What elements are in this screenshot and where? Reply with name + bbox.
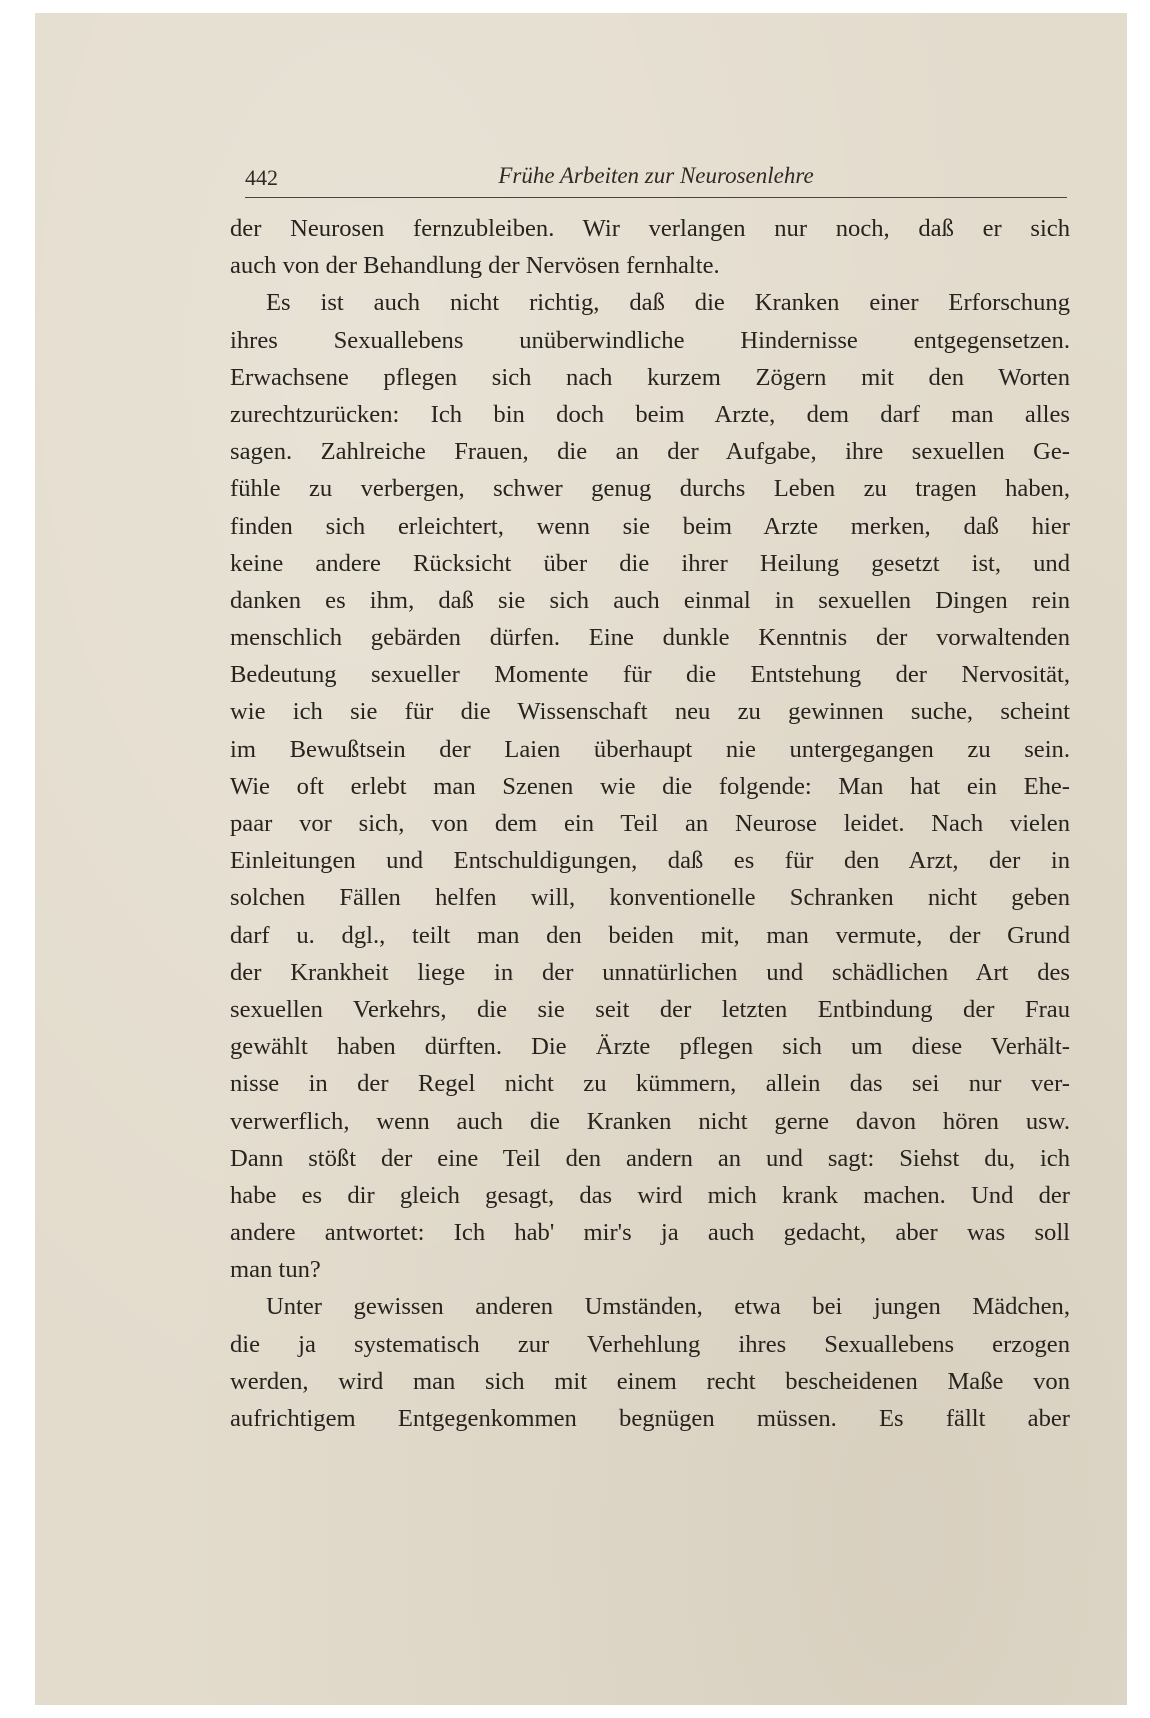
text-line: Einleitungen und Entschuldigungen, daß es für den Arzt, der in: [230, 847, 1070, 875]
running-title: Frühe Arbeiten zur Neurosenlehre: [498, 163, 814, 188]
text-line: ihres Sexuallebens unüberwindliche Hindernisse entgegensetzen.: [230, 326, 1070, 354]
text-line: der Krankheit liege in der unnatürlichen und schädlichen Art des: [230, 958, 1070, 986]
page-header: [245, 163, 1067, 198]
text-line: der Neurosen fernzubleiben. Wir verlangen nur noch, daß er sich: [230, 215, 1070, 242]
text-line: werden, wird man sich mit einem recht bescheidenen Maße von: [230, 1367, 1070, 1395]
text-line: menschlich gebärden dürfen. Eine dunkle Kenntnis der vorwaltenden: [230, 624, 1070, 652]
text-line: solchen Fällen helfen will, konventionelle Schranken nicht geben: [230, 884, 1070, 912]
page-number: 442: [245, 165, 278, 190]
text-line: danken es ihm, daß sie sich auch einmal in sexuellen Dingen rein: [230, 586, 1070, 614]
text-line: fühle zu verbergen, schwer genug durchs Leben zu tragen haben,: [230, 475, 1070, 503]
text-line: man tun?: [230, 1256, 321, 1284]
text-line: finden sich erleichtert, wenn sie beim Arzte merken, daß hier: [230, 512, 1070, 540]
text-line: wie ich sie für die Wissenschaft neu zu gewinnen suche, scheint: [230, 698, 1070, 726]
text-line: aufrichtigem Entgegenkommen begnügen müssen. Es fällt aber: [230, 1405, 1070, 1432]
paragraph-start-line: Unter gewissen anderen Umständen, etwa bei jungen Mädchen,: [266, 1293, 1070, 1321]
text-line: sexuellen Verkehrs, die sie seit der letzten Entbindung der Frau: [230, 995, 1070, 1023]
text-line: paar vor sich, von dem ein Teil an Neurose leidet. Nach vielen: [230, 810, 1070, 837]
text-line: keine andere Rücksicht über die ihrer Heilung gesetzt ist, und: [230, 549, 1070, 577]
text-line: habe es dir gleich gesagt, das wird mich krank machen. Und der: [230, 1181, 1070, 1209]
text-line: Bedeutung sexueller Momente für die Entstehung der Nervosität,: [230, 661, 1070, 689]
text-line: die ja systematisch zur Verhehlung ihres Sexuallebens erzogen: [230, 1330, 1070, 1358]
text-line: Wie oft erlebt man Szenen wie die folgende: Man hat ein Ehe-: [230, 772, 1070, 800]
text-line: verwerflich, wenn auch die Kranken nicht gerne davon hören usw.: [230, 1107, 1070, 1135]
paragraph-start-line: Es ist auch nicht richtig, daß die Kranken einer Erforschung: [266, 289, 1070, 317]
text-line: gewählt haben dürften. Die Ärzte pflegen sich um diese Verhält-: [230, 1033, 1070, 1061]
text-line: nisse in der Regel nicht zu kümmern, allein das sei nur ver-: [230, 1070, 1070, 1098]
body-text: [230, 210, 1070, 1437]
text-line: sagen. Zahlreiche Frauen, die an der Aufgabe, ihre sexuellen Ge-: [230, 438, 1070, 466]
text-line: auch von der Behandlung der Nervösen fernhalte.: [230, 252, 720, 280]
text-line: im Bewußtsein der Laien überhaupt nie untergegangen zu sein.: [230, 735, 1070, 763]
text-line: Erwachsene pflegen sich nach kurzem Zögern mit den Worten: [230, 363, 1070, 391]
text-line: Dann stößt der eine Teil den andern an und sagt: Siehst du, ich: [230, 1144, 1070, 1172]
text-line: andere antwortet: Ich hab' mir's ja auch gedacht, aber was soll: [230, 1219, 1070, 1247]
text-line: darf u. dgl., teilt man den beiden mit, man vermute, der Grund: [230, 921, 1070, 949]
text-line: zurechtzurücken: Ich bin doch beim Arzte, dem darf man alles: [230, 400, 1070, 428]
